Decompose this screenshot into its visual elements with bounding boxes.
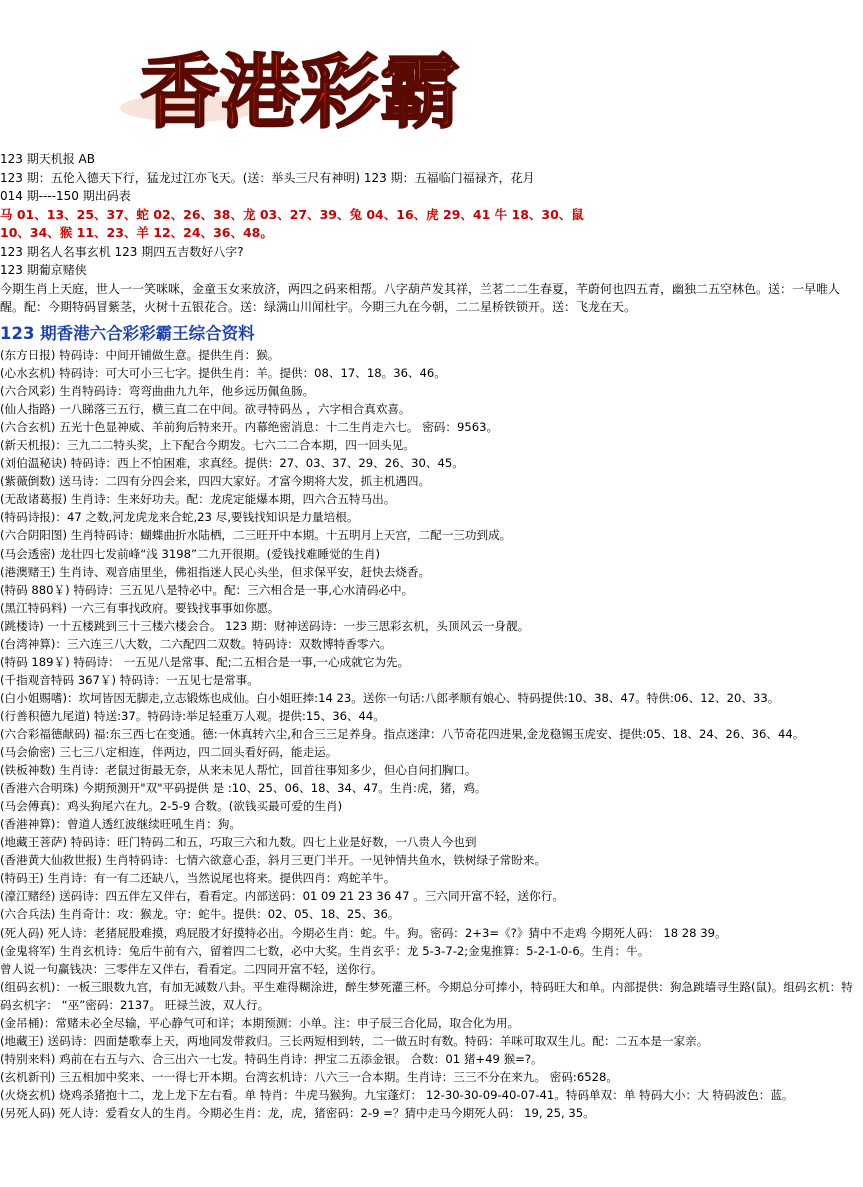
content-line: (香港六合明珠) 今期预测开"双"平码提供 是 :10、25、06、18、34、47。生肖:虎，猪，鸡。	[0, 781, 487, 796]
top-block	[0, 150, 863, 317]
content-line: (金吊桶)：常赌未必全尽输，平心静气可和详；本期预测：小单。注：申子辰三合化局，取合化为用。	[0, 1015, 520, 1030]
text-paragraph: 今期生肖上天庭，世人一一笑咪咪，金童玉女来放济，两四之码来相帮。八字葫芦发其祥，兰茗二二生春夏，芊蔚何也四五青，幽独二五空林色。送：一早唯人醒。配：今期特码冒紫茎，火树十五银花合。送：绿满山川闻杜宇。今期三九在今朝，二二星桥铁锁开。送：飞龙在天。	[0, 281, 841, 314]
content-line: (黑江特码料) 一六三有事找政府。要钱找事事如你愿。	[0, 600, 280, 615]
content-line: (台湾神算)：三六连三八大数，二六配四二双数。特码诗：双数博特香零六。	[0, 636, 392, 651]
content-line: (六合阴阳图) 生肖特码诗：蝴蝶曲折水陆栖，二三旺开中本期。十五明月上天宫，二配一三功到成。	[0, 528, 512, 543]
text-line: 123 期天机报 AB	[0, 152, 95, 166]
logo-text: 香港彩霸	[140, 45, 460, 139]
content-line: (马会透密) 龙壮四七发前峰“浅 3198”二九开很期。(爱钱找难睡觉的生肖)	[0, 546, 381, 561]
content-line: (特码王) 生肖诗：有一有二还缺八，当然说尾也将来。提供四肖：鸡蛇羊牛。	[0, 871, 396, 886]
content-line: (香港神算)：曾道人透红波继续旺吼生肖：狗。	[0, 817, 241, 832]
content-line: (特码 189￥) 特码诗： 一五见八是常事、配;二五相合是一事,一心成就它为先。	[0, 654, 410, 669]
content-line: (刘伯温秘诀) 特码诗：西上不怕困难，求真经。提供：27、03、37、29、26、30、45。	[0, 456, 464, 471]
red-number-line: 10、34、猴 11、23、羊 12、24、36、48。	[0, 225, 273, 240]
content-line: (跳楼诗) 一十五楼跳到三十三楼六楼会合。 123 期：财神送码诗：一步三思彩玄机，头顶风云一身靓。	[0, 618, 530, 633]
section-title: 123 期香港六合彩彩霸王综合资料	[0, 324, 255, 343]
content-line: (东方日报) 特码诗：中间开铺做生意。提供生肖：猴。	[0, 348, 280, 362]
content-line: (濠江赌经) 送码诗：四五伴左又伴右，看看定。内部送码：01 09 21 23 36 47 。三六同开富不轻，送你行。	[0, 889, 564, 904]
content-line: (香港黄大仙救世报) 生肖特码诗：七情六欲意心歪，斜月三更门半开。一见钟情共鱼水，铁树绿子常盼来。	[0, 853, 547, 868]
content-line: (另死人码) 死人诗：爱看女人的生肖。今期必生肖：龙，虎，猪密码：2-9 =？猜中走马今期死人码： 19, 25, 35。	[0, 1105, 595, 1120]
content-line: (千指观音特码 367￥) 特码诗：一五见七是常事。	[0, 672, 259, 687]
content-line: (六合兵法) 生肖奇计：攻：猴龙。守：蛇牛。提供：02、05、18、25、36。	[0, 907, 400, 922]
content-line: (特别来料) 鸡前在右五与六、合三出六一七发。特码生肖诗：押宝二五添金银。 合数：01 猪+49 猴=?。	[0, 1051, 543, 1066]
text-line: 123 期葡京赌侠	[0, 263, 87, 277]
content-line: (无敌诸葛报) 生肖诗：生来好功夫。配：龙虎定能爆本期，四六合五特马出。	[0, 492, 396, 507]
content-line: (港澳赌王) 生肖诗、观音庙里坐，佛祖指迷人民心头坐，但求保平安，赶快去烧香。	[0, 564, 431, 579]
content-line: (仙人指路) 一八睇落三五行，横三直二在中间。欲寻特码丛 ，六字相合真欢喜。	[0, 402, 411, 417]
content-line: (白小姐赐嗜)：坎坷皆因无脚走,立志锻炼也成仙。白小姐旺捧:14 23。送你一句话:八郎孝顺有娘心、特码提供:10、38、47。特供:06、12、20、33。	[0, 690, 780, 705]
content-line: (地藏王菩萨) 特码诗：旺门特码二和五，巧取三六和九数。四七上业是好数，一八贵人今也到	[0, 835, 477, 850]
content-line: (紫薇倒数) 送马诗：二四有分四会来，四四大家好。才富今期将大发，抓主机遇四。	[0, 474, 431, 489]
content-line: (行善积德九尾道) 特送:37。特码诗:举足轻重万人观。提供:15、36、44。	[0, 708, 385, 723]
content-line: (特码 880￥) 特码诗：三五见八是特必中。配：三六相合是一事,心水清码必中。	[0, 582, 414, 597]
content-line: (心水玄机) 特码诗：可大可小三七字。提供生肖：羊。提供：08、17、18。36、46。	[0, 366, 446, 381]
content-line: (六合风彩) 生肖特码诗：弯弯曲曲九九年，他乡远历佩鱼肠。	[0, 384, 315, 399]
content-line: (金鬼将军) 生肖玄机诗：兔后牛前有六，留着四二七数，必中大奖。生肖玄乎：龙 5-3-7-2;金鬼推算：5-2-1-0-6。生肖：牛。	[0, 943, 650, 958]
red-number-line: 马 01、13、25、37、蛇 02、26、38、龙 03、27、39、兔 04、16、虎 29、41 牛 18、30、鼠	[0, 206, 584, 222]
content-line: (六合玄机) 五光十色显神威、羊前狗后特来开。内幕绝密消息：十二生肖走六七。 密码：9563。	[0, 420, 499, 435]
content-line: 曾人说一句赢钱决：三零伴左又伴右，看看定。二四同开富不轻，送你行。	[0, 961, 383, 976]
content-line: (六合彩福德献码) 福:东三西七在变通。德:一休真转六尘,和合三三足养身。指点迷津：八节奇花四进果,金龙稳锡玉虎安、提供:05、18、24、26、36、44。	[0, 726, 805, 741]
content-line: (组码玄机)：一板三眼数九宫，有加无减数八卦。平生难得糊涂进，醉生梦死灌三杯。今期总分可捧小，特码旺大和单。内部提供：狗急跳墙寻生路(鼠)。组码玄机：特码玄机字： “巫”密码：2137。 旺禄兰波，双人行。	[0, 979, 853, 1012]
content-line: (死人码) 死人诗：老猪屁股难摸，鸡屁股才好摸特必出。今期必生肖：蛇。牛。狗。密码：2+3=《?》猜中不走鸡 今期死人码： 18 28 39。	[0, 925, 727, 940]
content-line: (火烧玄机) 烧鸡杀猪抱十二，龙上龙下左右看。单 特肖：牛虎马猴狗。九宝蓬灯： 12-30-30-09-40-07-41。特码单双：单 特码大小：大 特码波色：蓝。	[0, 1087, 794, 1102]
text-line: 014 期----150 期出码表	[0, 189, 131, 203]
content-line: (玄机新刊) 三五相加中奖来、一一得七开本期。台湾玄机诗：八六三一合本期。生肖诗：三三不分在来九。 密码:6528。	[0, 1069, 618, 1084]
text-line: 123 期名人名事玄机 123 期四五吉数好八字?	[0, 244, 244, 259]
logo-banner	[0, 0, 863, 150]
content-line: (特码诗报)：47 之数,河龙虎龙来合蛇,23 尽,要钱找知识是力量培根。	[0, 510, 359, 525]
content-line: (马会偷密) 三七三八定相连，伴两边，四二回头看好码，能走运。	[0, 745, 338, 760]
content-line: (新天机报)：三九二二特头奖，上下配合今期发。七六二二合本期，四一回头见。	[0, 438, 415, 453]
content-line: (铁板神数) 生肖诗：老鼠过街最无奈，从来未见人帮忙，回首往事知多少，但心自问扪胸口。	[0, 763, 477, 778]
content-line: (马会傅真)：鸡头狗尾六在九。2-5-9 合数。(欲钱买最可爱的生肖)	[0, 799, 343, 814]
content-line: (地藏王) 送码诗：四面楚歌奉上天，两地同发带救归。三长两短相到转，二一做五时有数。特码：羊咪可取双生儿。配：二五本是一家亲。	[0, 1033, 709, 1048]
text-line: 123 期：五伦入德天下行，猛龙过江亦飞天。(送：举头三尺有神明) 123 期：五福临门福禄齐，花月	[0, 170, 535, 185]
content-list	[0, 346, 860, 1122]
